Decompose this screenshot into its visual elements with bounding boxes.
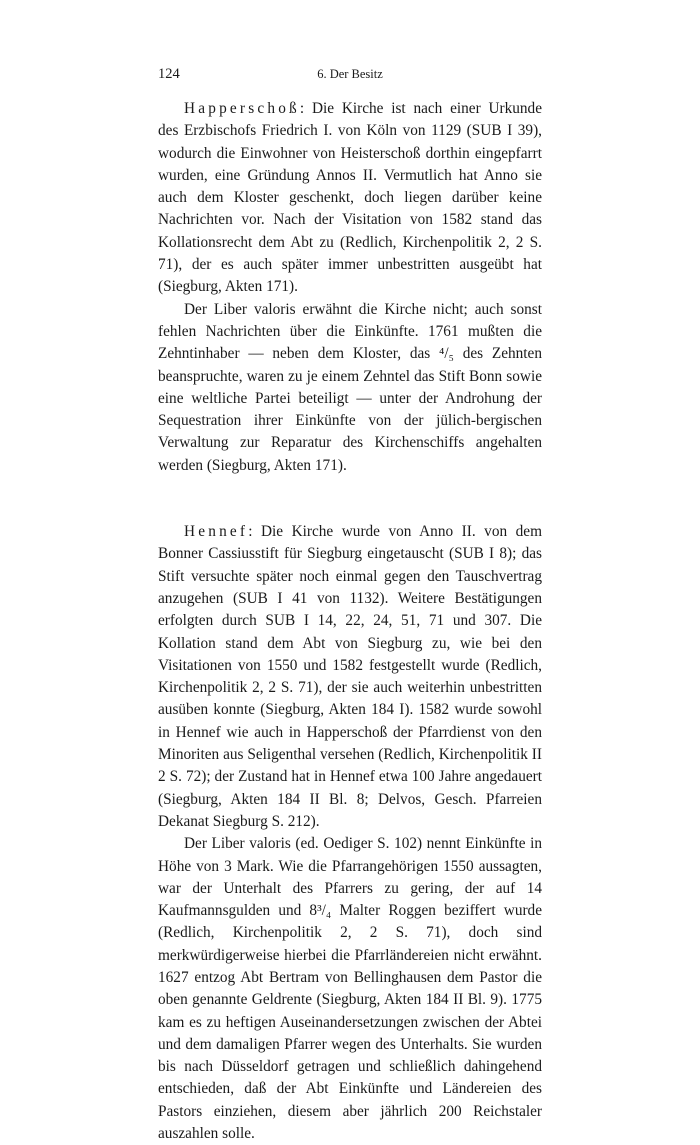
running-head xyxy=(158,66,542,86)
happerschoss-paragraph-2: Der Liber valoris erwähnt die Kirche nicht; auch sonst fehlen Nachrichten über die Einkünfte. 1761 mußten die Zehntinhaber — neben dem Kloster, das ⁴/₅ des Zehnten beanspruchte, waren zu je einem Zehntel das Stift Bonn sowie eine weltliche Partei beteiligt — unter der Androhung der Sequestration ihrer Einkünfte von der jülich-bergischen Verwaltung zur Reparatur des Kirchenschiffs angehalten werden (Siegburg, Akten 171). xyxy=(158,300,542,474)
happerschoss-paragraph-1 xyxy=(158,98,542,299)
page-number: 124 xyxy=(158,66,180,82)
hennef-paragraph-2: Der Liber valoris (ed. Oediger S. 102) nennt Einkünfte in Höhe von 3 Mark. Wie die Pfarrangehörigen 1550 aussagten, war der Unterhalt des Pfarrers zu gering, der auf 14 Kaufmannsgulden und 8³/₄ Malter Roggen beziffert wurde (Redlich, Kirchenpolitik 2, 2 S. 71), doch sind merkwürdigerweise hierbei die Pfarrländereien nicht erwähnt. 1627 entzog Abt Bertram von Bellinghausen dem Pastor die oben genannte Geldrente (Siegburg, Akten 184 II Bl. 9). 1775 kam es zu heftigen Auseinandersetzungen zwischen der Abtei und dem damaligen Pfarrer wegen des Unterhalts. Sie wurden bis nach Düsseldorf getragen und schließlich dahingehend entschieden, daß der Abt Einkünfte und Ländereien des Pastors einziehen, diesem aber jährlich 200 Reichstaler auszahlen solle. xyxy=(158,835,542,1143)
section-gap xyxy=(158,477,542,521)
running-title: 6. Der Besitz xyxy=(317,67,383,81)
hennef-paragraph-1 xyxy=(158,521,542,833)
place-name-hennef: Hennef xyxy=(184,523,249,541)
body-text xyxy=(158,98,542,1145)
hennef-paragraph-1-text: : Die Kirche wurde von Anno II. von dem Bonner Cassiusstift für Siegburg eingetauscht (SUB I 8); das Stift versuchte später noch einmal gegen den Tauschvertrag anzugehen (SUB I 41 von 1132). Weitere Bestätigungen erfolgten durch SUB I 14, 22, 24, 51, 71 und 307. Die Kollation stand dem Abt von Siegburg zu, wie bei den Visitationen von 1550 und 1582 festgestellt wurde (Redlich, Kirchenpolitik 2, 2 S. 71), der sie auch weiterhin unbestritten ausüben konnte (Siegburg, Akten 184 I). 1582 wurde sowohl in Hennef wie auch in Happerschoß der Pfarrdienst von den Minoriten aus Seligenthal versehen (Redlich, Kirchenpolitik II 2 S. 72); der Zustand hat in Hennef etwa 100 Jahre angedauert (Siegburg, Akten 184 II Bl. 8; Delvos, Gesch. Pfarreien Dekanat Siegburg S. 212). xyxy=(158,523,542,830)
happerschoss-paragraph-1-text: : Die Kirche ist nach einer Urkunde des Erzbischofs Friedrich I. von Köln von 1129 (SUB I 39), wodurch die Einwohner von Heisterschoß dorthin eingepfarrt wurden, eine Gründung Annos II. Vermutlich hat Anno sie auch dem Kloster geschenkt, doch liegen darüber keine Nachrichten vor. Nach der Visitation von 1582 stand das Kollationsrecht dem Abt zu (Redlich, Kirchenpolitik 2, 2 S. 71), der es auch später immer unbestritten ausgeübt hat (Siegburg, Akten 171). xyxy=(158,100,542,296)
place-name-happerschoss: Happerschoß xyxy=(184,100,300,117)
